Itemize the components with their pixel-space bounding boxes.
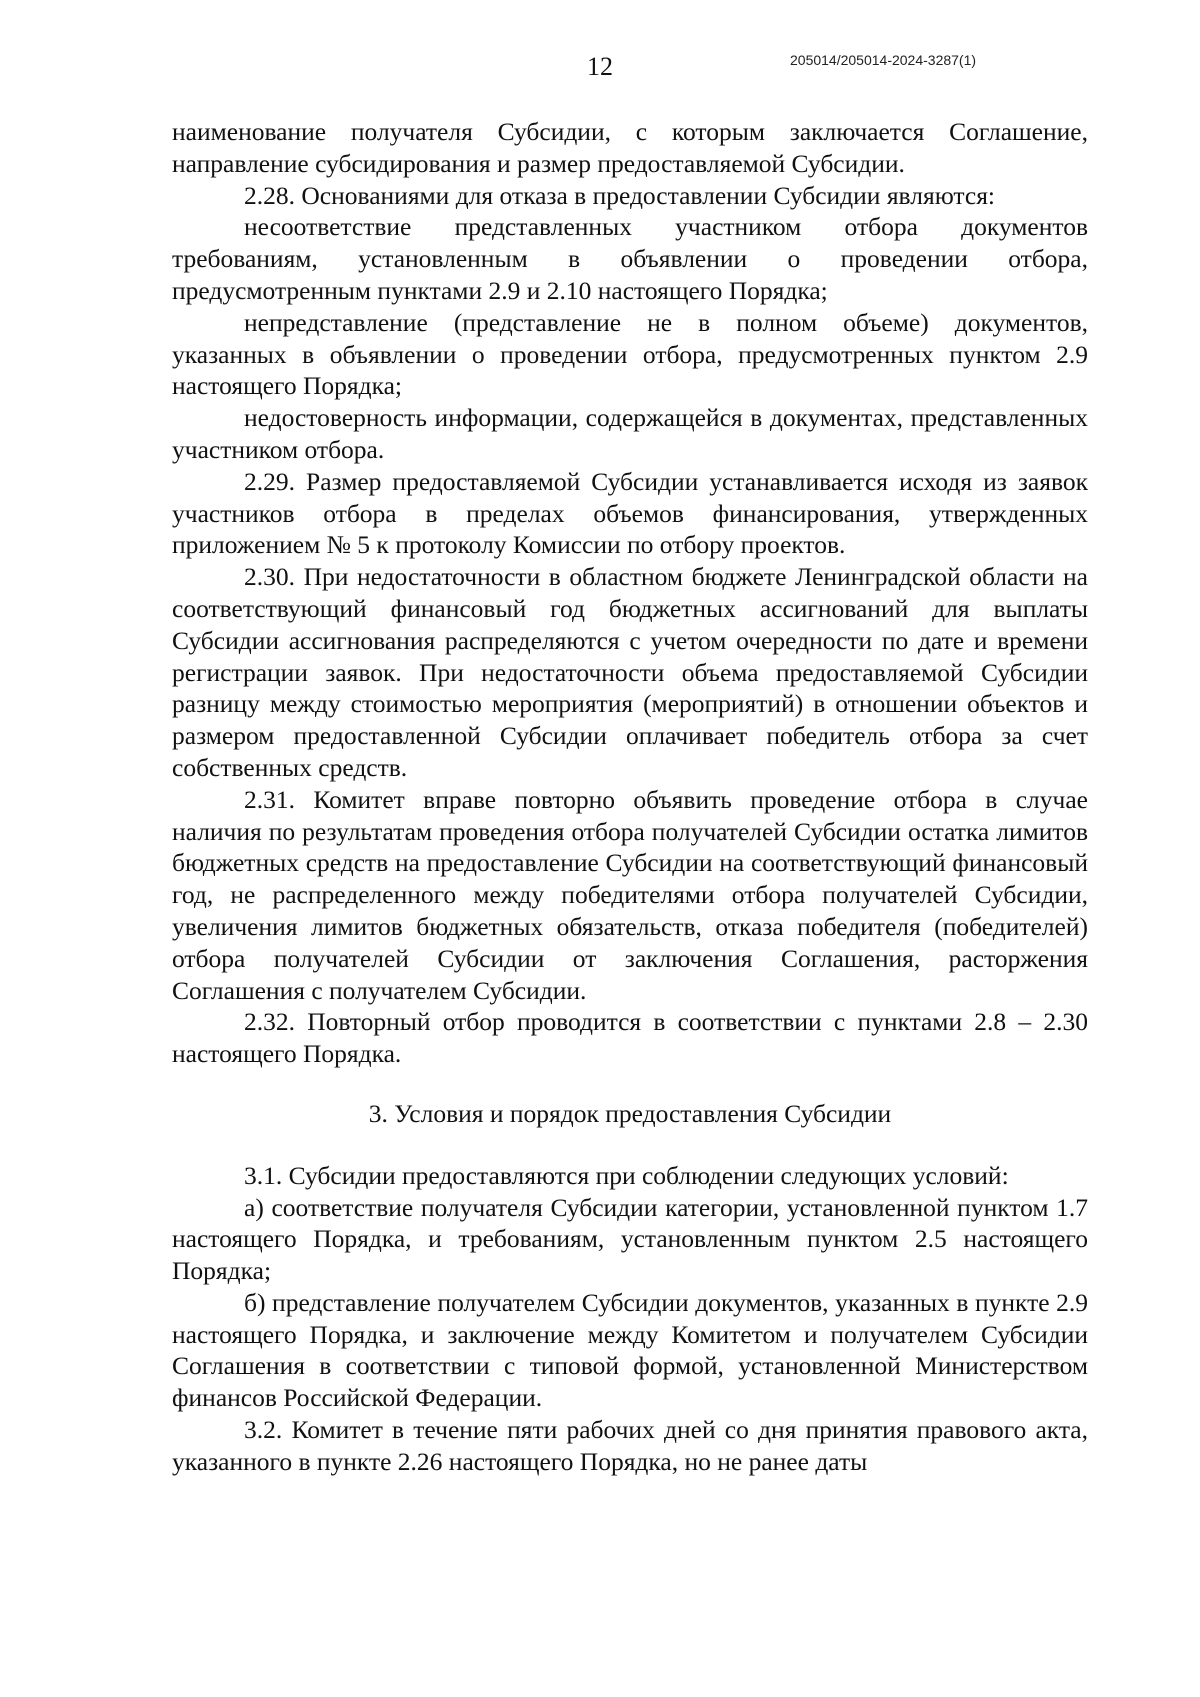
paragraph: 2.31. Комитет вправе повторно объявить проведение отбора в случае наличия по результатам проведения отбора получателей Субсидии остатка лимитов бюджетных средств на предоставление Субсидии на соответствующий финансовый год, не распределенного между победителями отбора получателей Субсидии, увеличения лимитов бюджетных обязательств, отказа победителя (победителей) отбора получателей Субсидии от заключения Соглашения, расторжения Соглашения с получателем Субсидии.: [172, 784, 1088, 1005]
paragraph: несоответствие представленных участником отбора документов требованиям, установленным в объявлении о проведении отбора, предусмотренным пунктами 2.9 и 2.10 настоящего Порядка;: [172, 212, 1088, 305]
paragraph: непредставление (представление не в полном объеме) документов, указанных в объявлении о проведении отбора, предусмотренных пунктом 2.9 настоящего Порядка;: [172, 307, 1088, 401]
paragraph: 2.32. Повторный отбор проводится в соответствии с пунктами 2.8 – 2.30 настоящего Порядка.: [172, 1007, 1088, 1069]
paragraph: наименование получателя Субсидии, с которым заключается Соглашение, направление субсидирования и размер предоставляемой Субсидии.: [172, 117, 1088, 178]
paragraph: 2.30. При недостаточности в областном бюджете Ленинградской области на соответствующий финансовый год бюджетных ассигнований для выплаты Субсидии ассигнования распределяются с учетом очередности по дате и времени регистрации заявок. При недостаточности объема предоставляемой Субсидии разницу между стоимостью мероприятия (мероприятий) в отношении объектов и размером предоставленной Субсидии оплачивает победитель отбора за счет собственных средств.: [172, 562, 1088, 782]
page-number: 12: [587, 52, 613, 81]
document-body: [172, 116, 1088, 1478]
paragraph: недостоверность информации, содержащейся в документах, представленных участником отбора.: [172, 403, 1088, 464]
paragraph: 3.2. Комитет в течение пяти рабочих дней со дня принятия правового акта, указанного в пункте 2.26 настоящего Порядка, но не ранее даты: [172, 1415, 1088, 1476]
paragraph: 2.28. Основаниями для отказа в предоставлении Субсидии являются:: [244, 180, 996, 210]
paragraph: б) представление получателем Субсидии документов, указанных в пункте 2.9 настоящего Порядка, и заключение между Комитетом и получателем Субсидии Соглашения в соответствии с типовой формой, установленной Министерством финансов Российской Федерации.: [172, 1287, 1088, 1413]
paragraph: 3.1. Субсидии предоставляются при соблюдении следующих условий:: [244, 1160, 1009, 1190]
section-heading: 3. Условия и порядок предоставления Субсидии: [368, 1098, 892, 1128]
document-id: 205014/205014-2024-3287(1): [790, 52, 977, 68]
paragraph: а) соответствие получателя Субсидии категории, установленной пунктом 1.7 настоящего Порядка, и требованиям, установленным пунктом 2.5 настоящего Порядка;: [172, 1192, 1088, 1286]
paragraph: 2.29. Размер предоставляемой Субсидии устанавливается исходя из заявок участников отбора в пределах объемов финансирования, утвержденных приложением № 5 к протоколу Комиссии по отбору проектов.: [172, 466, 1088, 560]
